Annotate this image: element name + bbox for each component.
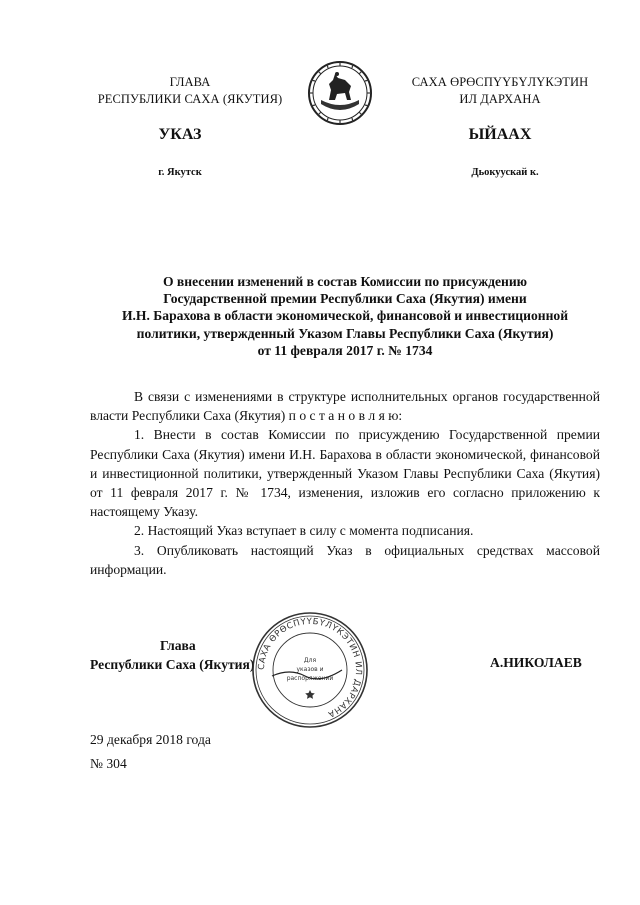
signatory-role-line2: Республики Саха (Якутия) <box>90 657 255 672</box>
stamp-center-line2: указов и <box>296 666 324 673</box>
city-ru: г. Якутск <box>158 167 202 178</box>
item-2-paragraph: 2. Настоящий Указ вступает в силу с момента подписания. <box>134 523 474 539</box>
header-right <box>395 74 605 108</box>
city-sakha: Дьокуускай к. <box>471 167 539 178</box>
stamp-ring-text: САХА ӨРӨСПҮҮБҮЛҮКЭТИН ИЛ ДАРХАНА <box>256 616 364 720</box>
stamp-center-line3: распоряжений <box>286 675 334 682</box>
document-title-line: Государственной премии Республики Саха (Якутия) имени <box>163 291 527 307</box>
preamble-paragraph: В связи с изменениями в структуре исполнительных органов государственной власти Республики Саха (Якутия) п о с т а н о в л я ю: <box>90 389 600 424</box>
decree-title-sakha: ЫЙААХ <box>468 126 532 143</box>
header-right-line2: ИЛ ДАРХАНА <box>459 92 541 106</box>
item-3-paragraph: 3. Опубликовать настоящий Указ в официальных средствах массовой информации. <box>90 542 600 577</box>
decree-title-ru: УКАЗ <box>158 126 202 143</box>
document-title-line: от 11 февраля 2017 г. № 1734 <box>257 342 433 358</box>
item-1-paragraph: 1. Внести в состав Комиссии по присуждению Государственной премии Республики Саха (Якутия) имени И.Н. Барахова в области экономической, финансовой и инвестиционной политики, утвержденный Указом Главы Республики Саха (Якутия) от 11 февраля 2017 г. № 1734, изменения, изложив его согласно приложению к настоящему Указу. <box>90 427 600 520</box>
document-body <box>90 387 600 579</box>
signatory-role-line1: Глава <box>160 638 196 653</box>
stamp-center-line1: Для <box>303 657 317 664</box>
header-right-line1: САХА ӨРӨСПҮҮБҮЛҮКЭТИН <box>411 75 589 89</box>
document-number: № 304 <box>90 756 127 771</box>
official-stamp <box>250 610 370 730</box>
signatory-role <box>90 636 254 674</box>
header-left-line2: РЕСПУБЛИКИ САХА (ЯКУТИЯ) <box>97 92 283 106</box>
signatory-name: А.НИКОЛАЕВ <box>490 655 582 670</box>
document-footer <box>90 728 211 776</box>
header-left <box>90 74 290 108</box>
document-title <box>90 273 600 359</box>
stamp-star-icon <box>305 690 315 699</box>
header-left-line1: ГЛАВА <box>169 75 211 89</box>
document-title-line: О внесении изменений в состав Комиссии по присуждению <box>162 274 528 289</box>
document-date: 29 декабря 2018 года <box>90 732 211 747</box>
coat-of-arms-emblem <box>307 60 373 126</box>
document-title-line: политики, утвержденный Указом Главы Республики Саха (Якутия) <box>136 325 554 341</box>
document-title-line: И.Н. Барахова в области экономической, финансовой и инвестиционной <box>121 308 569 324</box>
